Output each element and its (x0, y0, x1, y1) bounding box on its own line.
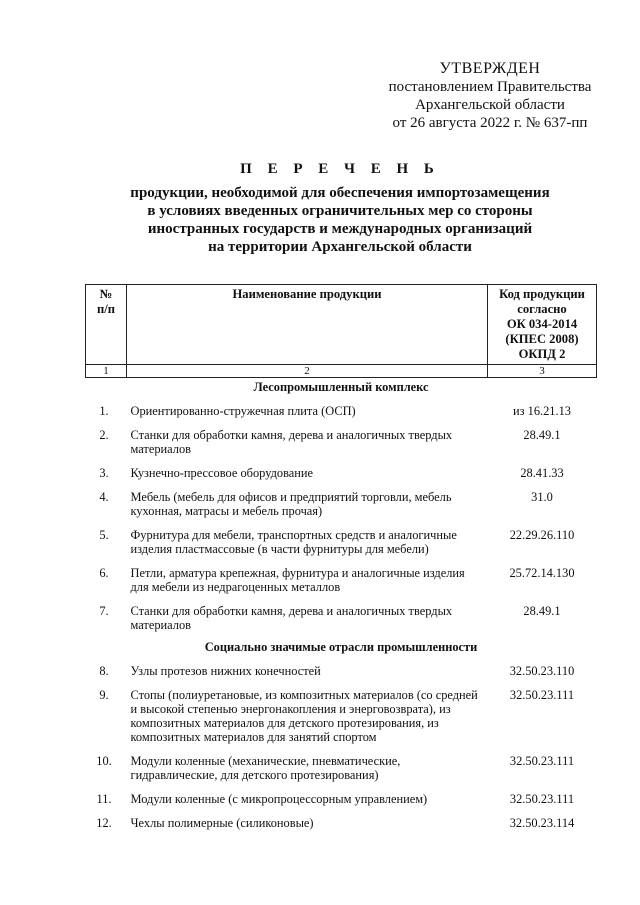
row-code: 28.49.1 (523, 428, 561, 442)
row-code: 31.0 (531, 490, 553, 504)
table-row (86, 684, 597, 750)
column-number-1: 1 (86, 365, 127, 378)
section-title: Социально значимые отрасли промышленности (204, 640, 478, 654)
header-code-line-1: Код продукции (499, 287, 585, 301)
header-code (488, 285, 597, 365)
row-code: 32.50.23.114 (509, 816, 575, 830)
document-heading (90, 160, 590, 256)
column-number-2: 2 (127, 365, 488, 378)
heading-line-1: продукции, необходимой для обеспечения импортозамещения (130, 185, 550, 201)
row-number: 7. (99, 604, 109, 618)
table-row (86, 750, 597, 788)
products-table (85, 284, 597, 836)
table-row (86, 486, 597, 524)
heading-line-3: иностранных государств и международных организаций (147, 221, 533, 237)
row-code: из 16.21.13 (513, 404, 571, 418)
row-name: Стопы (полиуретановые, из композитных материалов (со средней и высокой степенью энергонакопления и энерговозврата), из композитных материалов для детского протезирования, из композитных материалов для занятий спортом (130, 688, 478, 744)
row-number: 10. (96, 754, 112, 768)
table-row (86, 660, 597, 684)
row-name: Модули коленные (механические, пневматические, гидравлические, для детского протезирования) (130, 754, 401, 782)
approval-block (380, 60, 600, 132)
header-number-line-2: п/п (96, 302, 115, 316)
row-code: 32.50.23.111 (509, 754, 575, 768)
table-row (86, 562, 597, 600)
row-name: Мебель (мебель для офисов и предприятий торговли, мебель кухонная, матрасы и мебель прочая) (130, 490, 452, 518)
header-code-line-3: ОК 034-2014 (506, 317, 578, 331)
row-number: 2. (99, 428, 109, 442)
header-number (86, 285, 127, 365)
row-code: 32.50.23.111 (509, 688, 575, 702)
row-number: 9. (99, 688, 109, 702)
row-name: Кузнечно-прессовое оборудование (130, 466, 314, 480)
column-number-3: 3 (488, 365, 597, 378)
table-header-row (86, 285, 597, 365)
row-name: Станки для обработки камня, дерева и аналогичных твердых материалов (130, 428, 453, 456)
table-row (86, 812, 597, 836)
row-code: 28.49.1 (523, 604, 561, 618)
approval-title: УТВЕРЖДЕН (439, 60, 541, 77)
approval-line-3: от 26 августа 2022 г. № 637-пп (392, 115, 588, 131)
row-code: 28.41.33 (520, 466, 564, 480)
approval-line-1: постановлением Правительства (388, 79, 592, 95)
row-number: 8. (99, 664, 109, 678)
header-name: Наименование продукции (127, 285, 488, 365)
row-name: Петли, арматура крепежная, фурнитура и аналогичные изделия для мебели из недрагоценных металлов (130, 566, 465, 594)
header-code-line-4: (КПЕС 2008) (505, 332, 579, 346)
table-row (86, 524, 597, 562)
row-name: Ориентированно-стружечная плита (ОСП) (130, 404, 356, 418)
table-row (86, 400, 597, 424)
row-name: Станки для обработки камня, дерева и аналогичных твердых материалов (130, 604, 453, 632)
table-row (86, 600, 597, 638)
row-name: Фурнитура для мебели, транспортных средств и аналогичные изделия пластмассовые (в части фурнитуры для мебели) (130, 528, 457, 556)
row-name: Чехлы полимерные (силиконовые) (130, 816, 314, 830)
row-name: Модули коленные (с микропроцессорным управлением) (130, 792, 428, 806)
table-row (86, 788, 597, 812)
row-number: 11. (96, 792, 112, 806)
row-code: 32.50.23.110 (509, 664, 575, 678)
section-row (86, 378, 597, 401)
row-code: 25.72.14.130 (509, 566, 575, 580)
heading-line-4: на территории Архангельской области (208, 239, 472, 255)
row-number: 3. (99, 466, 109, 480)
row-number: 12. (96, 816, 112, 830)
column-number-row (86, 365, 597, 378)
header-code-line-5: ОКПД 2 (518, 347, 566, 361)
approval-line-2: Архангельской области (415, 97, 565, 113)
header-code-line-2: согласно (517, 302, 567, 316)
row-number: 4. (99, 490, 109, 504)
table-row (86, 424, 597, 462)
heading-line-2: в условиях введенных ограничительных мер со стороны (147, 203, 533, 219)
row-code: 22.29.26.110 (509, 528, 575, 542)
row-number: 6. (99, 566, 109, 580)
row-name: Узлы протезов нижних конечностей (130, 664, 321, 678)
table-row (86, 462, 597, 486)
document-title: П Е Р Е Ч Е Н Ь (240, 161, 440, 177)
row-code: 32.50.23.111 (509, 792, 575, 806)
section-title: Лесопромышленный комплекс (253, 380, 429, 394)
row-number: 5. (99, 528, 109, 542)
row-number: 1. (99, 404, 109, 418)
header-number-line-1: № (99, 287, 113, 301)
section-row (86, 638, 597, 660)
